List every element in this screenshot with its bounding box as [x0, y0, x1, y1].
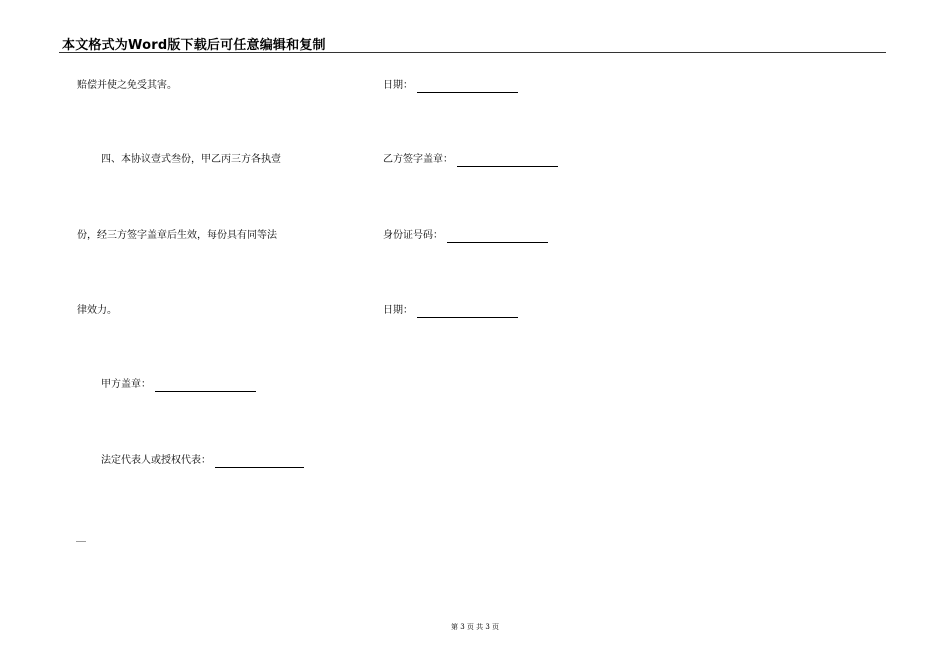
clause-text-line-2: 四、本协议壹式叁份，甲乙丙三方各执壹 — [101, 154, 281, 165]
clause-text-line-1: 赔偿并使之免受其害。 — [77, 80, 177, 91]
party-b-sign-blank — [457, 156, 558, 167]
date-blank-1 — [417, 82, 518, 93]
party-a-seal-label: 甲方盖章： — [101, 379, 151, 390]
trailing-underline-mark: __ — [76, 531, 86, 542]
date-label-2: 日期： — [383, 305, 413, 316]
clause-text-line-3: 份，经三方签字盖章后生效，每份具有同等法 — [77, 230, 277, 241]
date-field-1 — [383, 79, 518, 93]
id-number-field — [383, 229, 548, 243]
legal-rep-blank — [215, 457, 304, 468]
id-number-label: 身份证号码： — [383, 230, 443, 241]
party-b-sign-label: 乙方签字盖章： — [383, 154, 453, 165]
party-b-sign-field — [383, 153, 558, 167]
legal-rep-field — [101, 454, 304, 468]
page-number-footer: 第 3 页 共 3 页 — [450, 623, 500, 631]
id-number-blank — [447, 232, 548, 243]
legal-rep-label: 法定代表人或授权代表： — [101, 455, 211, 466]
date-blank-2 — [417, 307, 518, 318]
header-divider — [59, 52, 886, 53]
clause-text-line-4: 律效力。 — [77, 305, 117, 316]
party-a-seal-blank — [155, 381, 256, 392]
document-header-title: 本文格式为Word版下载后可任意编辑和复制 — [62, 38, 326, 53]
party-a-seal-field — [101, 378, 256, 392]
date-label-1: 日期： — [383, 80, 413, 91]
date-field-2 — [383, 304, 518, 318]
